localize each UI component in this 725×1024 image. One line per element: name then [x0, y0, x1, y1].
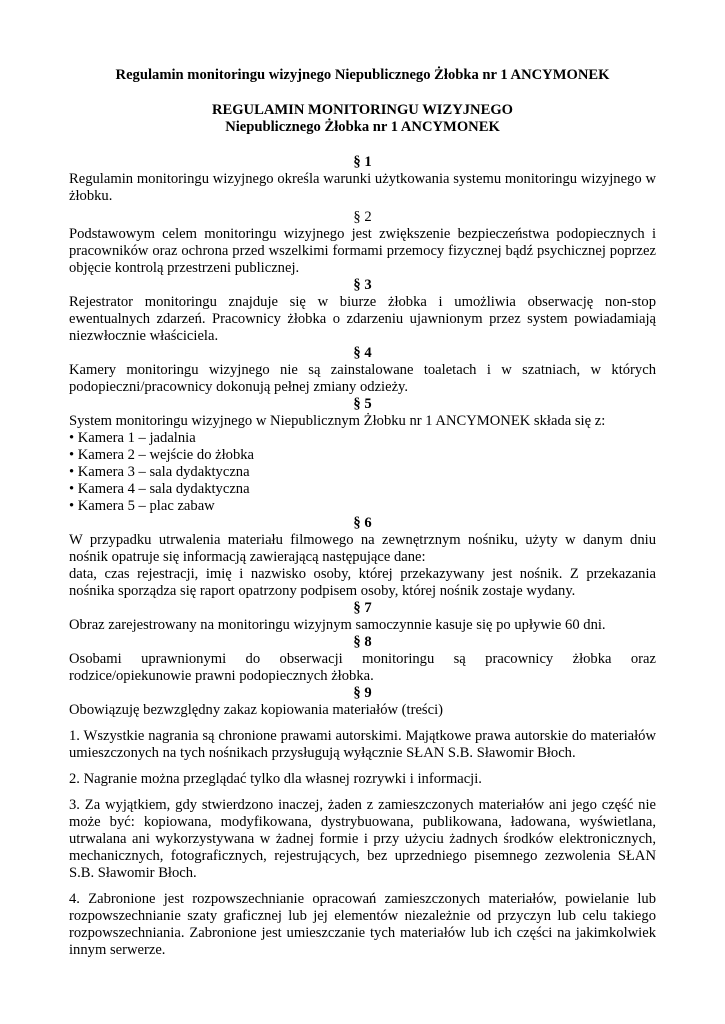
section-2-text: Podstawowym celem monitoringu wizyjnego jest zwiększenie bezpieczeństwa podopiecznych i pracowników oraz ochrona przed wszelkimi formami przemocy fizycznej bądź psychicznej poprzez objęcie kontrolą przestrzeni publicznej. — [69, 226, 656, 276]
document-title: Regulamin monitoringu wizyjnego Niepublicznego Żłobka nr 1 ANCYMONEK — [115, 67, 610, 83]
camera-list — [69, 430, 656, 515]
section-1-label: § 1 — [353, 154, 372, 170]
regulation-subheading: Niepublicznego Żłobka nr 1 ANCYMONEK — [225, 119, 500, 135]
section-3-text: Rejestrator monitoringu znajduje się w biurze żłobka i umożliwia obserwację non-stop ewentualnych zdarzeń. Pracownicy żłobka o zdarzeniu ujawnionym przez system powiadamiają niezwłocznie właściciela. — [69, 294, 656, 344]
section-5-text: System monitoringu wizyjnego w Niepublicznym Żłobku nr 1 ANCYMONEK składa się z: — [69, 413, 606, 429]
section-6-label: § 6 — [353, 515, 372, 531]
section-4-label: § 4 — [353, 345, 372, 361]
section-7-text: Obraz zarejestrowany na monitoringu wizyjnym samoczynnie kasuje się po upływie 60 dni. — [69, 617, 606, 633]
section-6-text-1: W przypadku utrwalenia materiału filmowego na zewnętrznym nośniku, użyty w danym dniu nośnik opatruje się informacją zawierającą następujące dane: — [69, 532, 656, 565]
regulation-heading: REGULAMIN MONITORINGU WIZYJNEGO — [211, 102, 514, 118]
list-item: • Kamera 5 – plac zabaw — [69, 498, 656, 515]
notice-point-3: 3. Za wyjątkiem, gdy stwierdzono inaczej, żaden z zamieszczonych materiałów ani jego część nie może być: kopiowana, modyfikowana, dystrybuowana, publikowana, ładowana, wyświetlana, utrwalana ani wykorzystywana w żadnej formie i przy użyciu żadnych środków elektronicznych, mechanicznych, fotograficznych, rejestrujących, bez uprzedniego pisemnego zezwolenia SŁAN S.B. Sławomir Błoch. — [69, 797, 656, 881]
notice-point-2: 2. Nagranie można przeglądać tylko dla własnej rozrywki i informacji. — [69, 771, 482, 787]
notice-intro: Obowiązuję bezwzględny zakaz kopiowania materiałów (treści) — [69, 702, 444, 718]
section-2-label: § 2 — [353, 209, 372, 225]
section-4-text: Kamery monitoringu wizyjnego nie są zainstalowane toaletach i w szatniach, w których podopieczni/pracownicy dokonują pełnej zmiany odzieży. — [69, 362, 656, 395]
section-5-label: § 5 — [353, 396, 372, 412]
list-item: • Kamera 3 – sala dydaktyczna — [69, 464, 656, 481]
notice-point-4: 4. Zabronione jest rozpowszechnianie opracowań zamieszczonych materiałów, powielanie lub rozpowszechnianie szaty graficznej lub jej elementów niezależnie od przyczyn lub celu takiego rozpowszechniania. Zabronione jest umieszczanie tych materiałów lub ich części na jakimkolwiek innym serwerze. — [69, 891, 656, 958]
list-item: • Kamera 2 – wejście do żłobka — [69, 447, 656, 464]
section-8-text: Osobami uprawnionymi do obserwacji monitoringu są pracownicy żłobka oraz rodzice/opiekunowie prawni podopiecznych żłobka. — [69, 651, 656, 684]
section-6-text-2: data, czas rejestracji, imię i nazwisko osoby, której przekazywany jest nośnik. Z przekazania nośnika sporządza się raport opatrzony podpisem osoby, której nośnik zostaje wydany. — [69, 566, 656, 599]
notice-point-1: 1. Wszystkie nagrania są chronione prawami autorskimi. Majątkowe prawa autorskie do materiałów umieszczonych na tych nośnikach przysługują wyłącznie SŁAN S.B. Sławomir Błoch. — [69, 728, 656, 761]
section-9-label: § 9 — [353, 685, 372, 701]
section-3-label: § 3 — [353, 277, 372, 293]
section-7-label: § 7 — [353, 600, 372, 616]
section-8-label: § 8 — [353, 634, 372, 650]
section-1-text: Regulamin monitoringu wizyjnego określa warunki użytkowania systemu monitoringu wizyjnego w żłobku. — [69, 171, 656, 204]
list-item: • Kamera 4 – sala dydaktyczna — [69, 481, 656, 498]
list-item: • Kamera 1 – jadalnia — [69, 430, 656, 447]
document-page — [69, 67, 656, 968]
